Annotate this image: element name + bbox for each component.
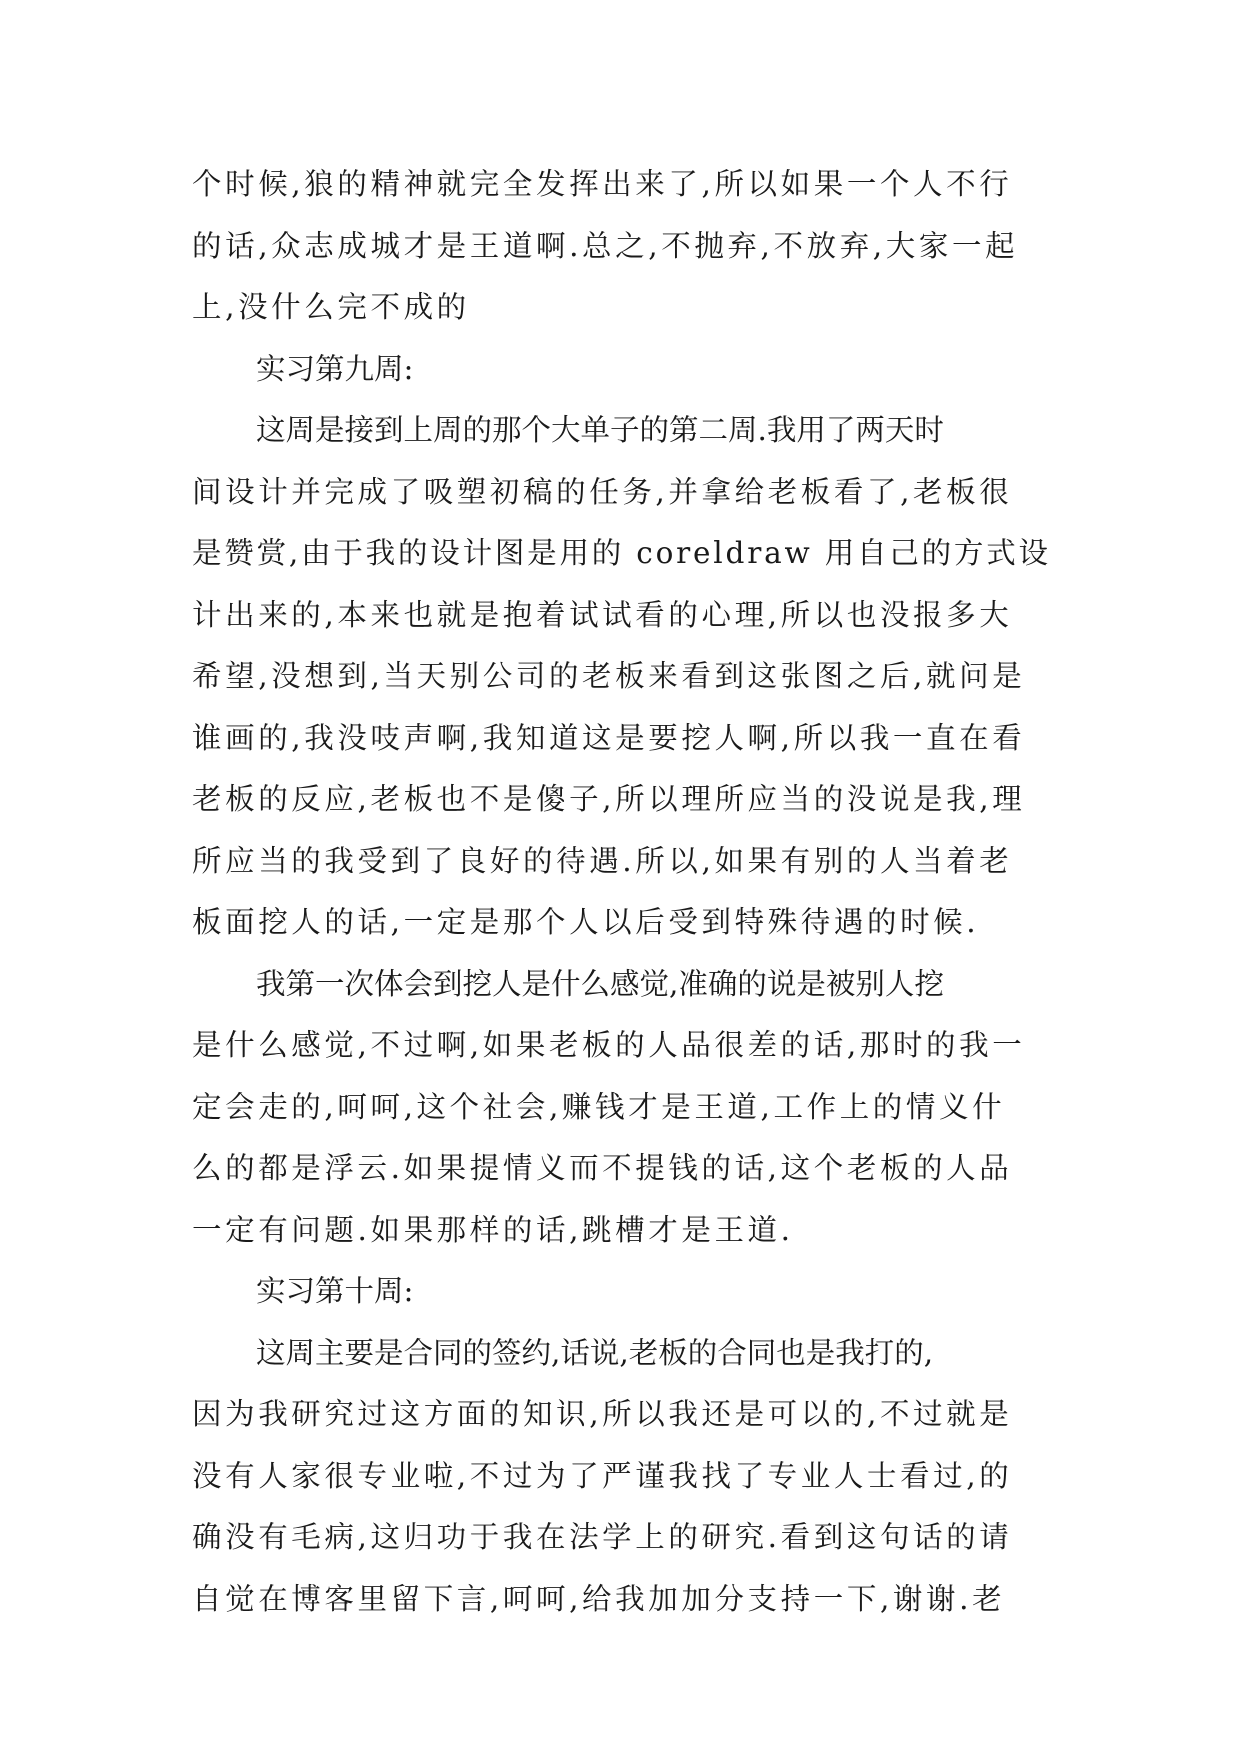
text-line: 一定有问题.如果那样的话,跳槽才是王道. <box>192 1212 794 1247</box>
document-body <box>192 154 1052 1630</box>
text-line: 实习第十周: <box>256 1274 414 1308</box>
text-line: 谁画的,我没吱声啊,我知道这是要挖人啊,所以我一直在看 <box>192 720 1026 755</box>
text-line: 是赞赏,由于我的设计图是用的 coreldraw 用自己的方式设 <box>192 536 1051 570</box>
text-line: 所应当的我受到了良好的待遇.所以,如果有别的人当着老 <box>192 843 1013 878</box>
text-line: 是什么感觉,不过啊,如果老板的人品很差的话,那时的我一 <box>192 1028 1026 1062</box>
text-line: 希望,没想到,当天别公司的老板来看到这张图之后,就问是 <box>192 659 1026 693</box>
text-line: 定会走的,呵呵,这个社会,赚钱才是王道,工作上的情义什 <box>192 1089 1006 1124</box>
text-line: 没有人家很专业啦,不过为了严谨我找了专业人士看过,的 <box>192 1458 1013 1493</box>
text-line: 因为我研究过这方面的知识,所以我还是可以的,不过就是 <box>192 1397 1013 1431</box>
text-line: 这周主要是合同的签约,话说,老板的合同也是我打的, <box>256 1335 934 1370</box>
text-line: 老板的反应,老板也不是傻子,所以理所应当的没说是我,理 <box>192 782 1026 816</box>
text-line: 么的都是浮云.如果提情义而不提钱的话,这个老板的人品 <box>192 1151 1013 1185</box>
text-line: 上,没什么完不成的 <box>192 290 470 324</box>
text-line: 我第一次体会到挖人是什么感觉,准确的说是被别人挖 <box>256 966 944 1001</box>
text-line: 个时候,狼的精神就完全发挥出来了,所以如果一个人不行 <box>192 167 1013 201</box>
text-line: 实习第九周: <box>256 351 414 386</box>
text-line: 自觉在博客里留下言,呵呵,给我加加分支持一下,谢谢.老 <box>192 1581 1006 1616</box>
text-line: 间设计并完成了吸塑初稿的任务,并拿给老板看了,老板很 <box>192 474 1013 509</box>
text-line: 这周是接到上周的那个大单子的第二周.我用了两天时 <box>256 413 944 447</box>
text-line: 板面挖人的话,一定是那个人以后受到特殊待遇的时候. <box>192 905 980 939</box>
text-line: 计出来的,本来也就是抱着试试看的心理,所以也没报多大 <box>192 597 1013 632</box>
text-line: 的话,众志成城才是王道啊.总之,不抛弃,不放弃,大家一起 <box>192 228 1019 263</box>
text-line: 确没有毛病,这归功于我在法学上的研究.看到这句话的请 <box>192 1520 1013 1554</box>
